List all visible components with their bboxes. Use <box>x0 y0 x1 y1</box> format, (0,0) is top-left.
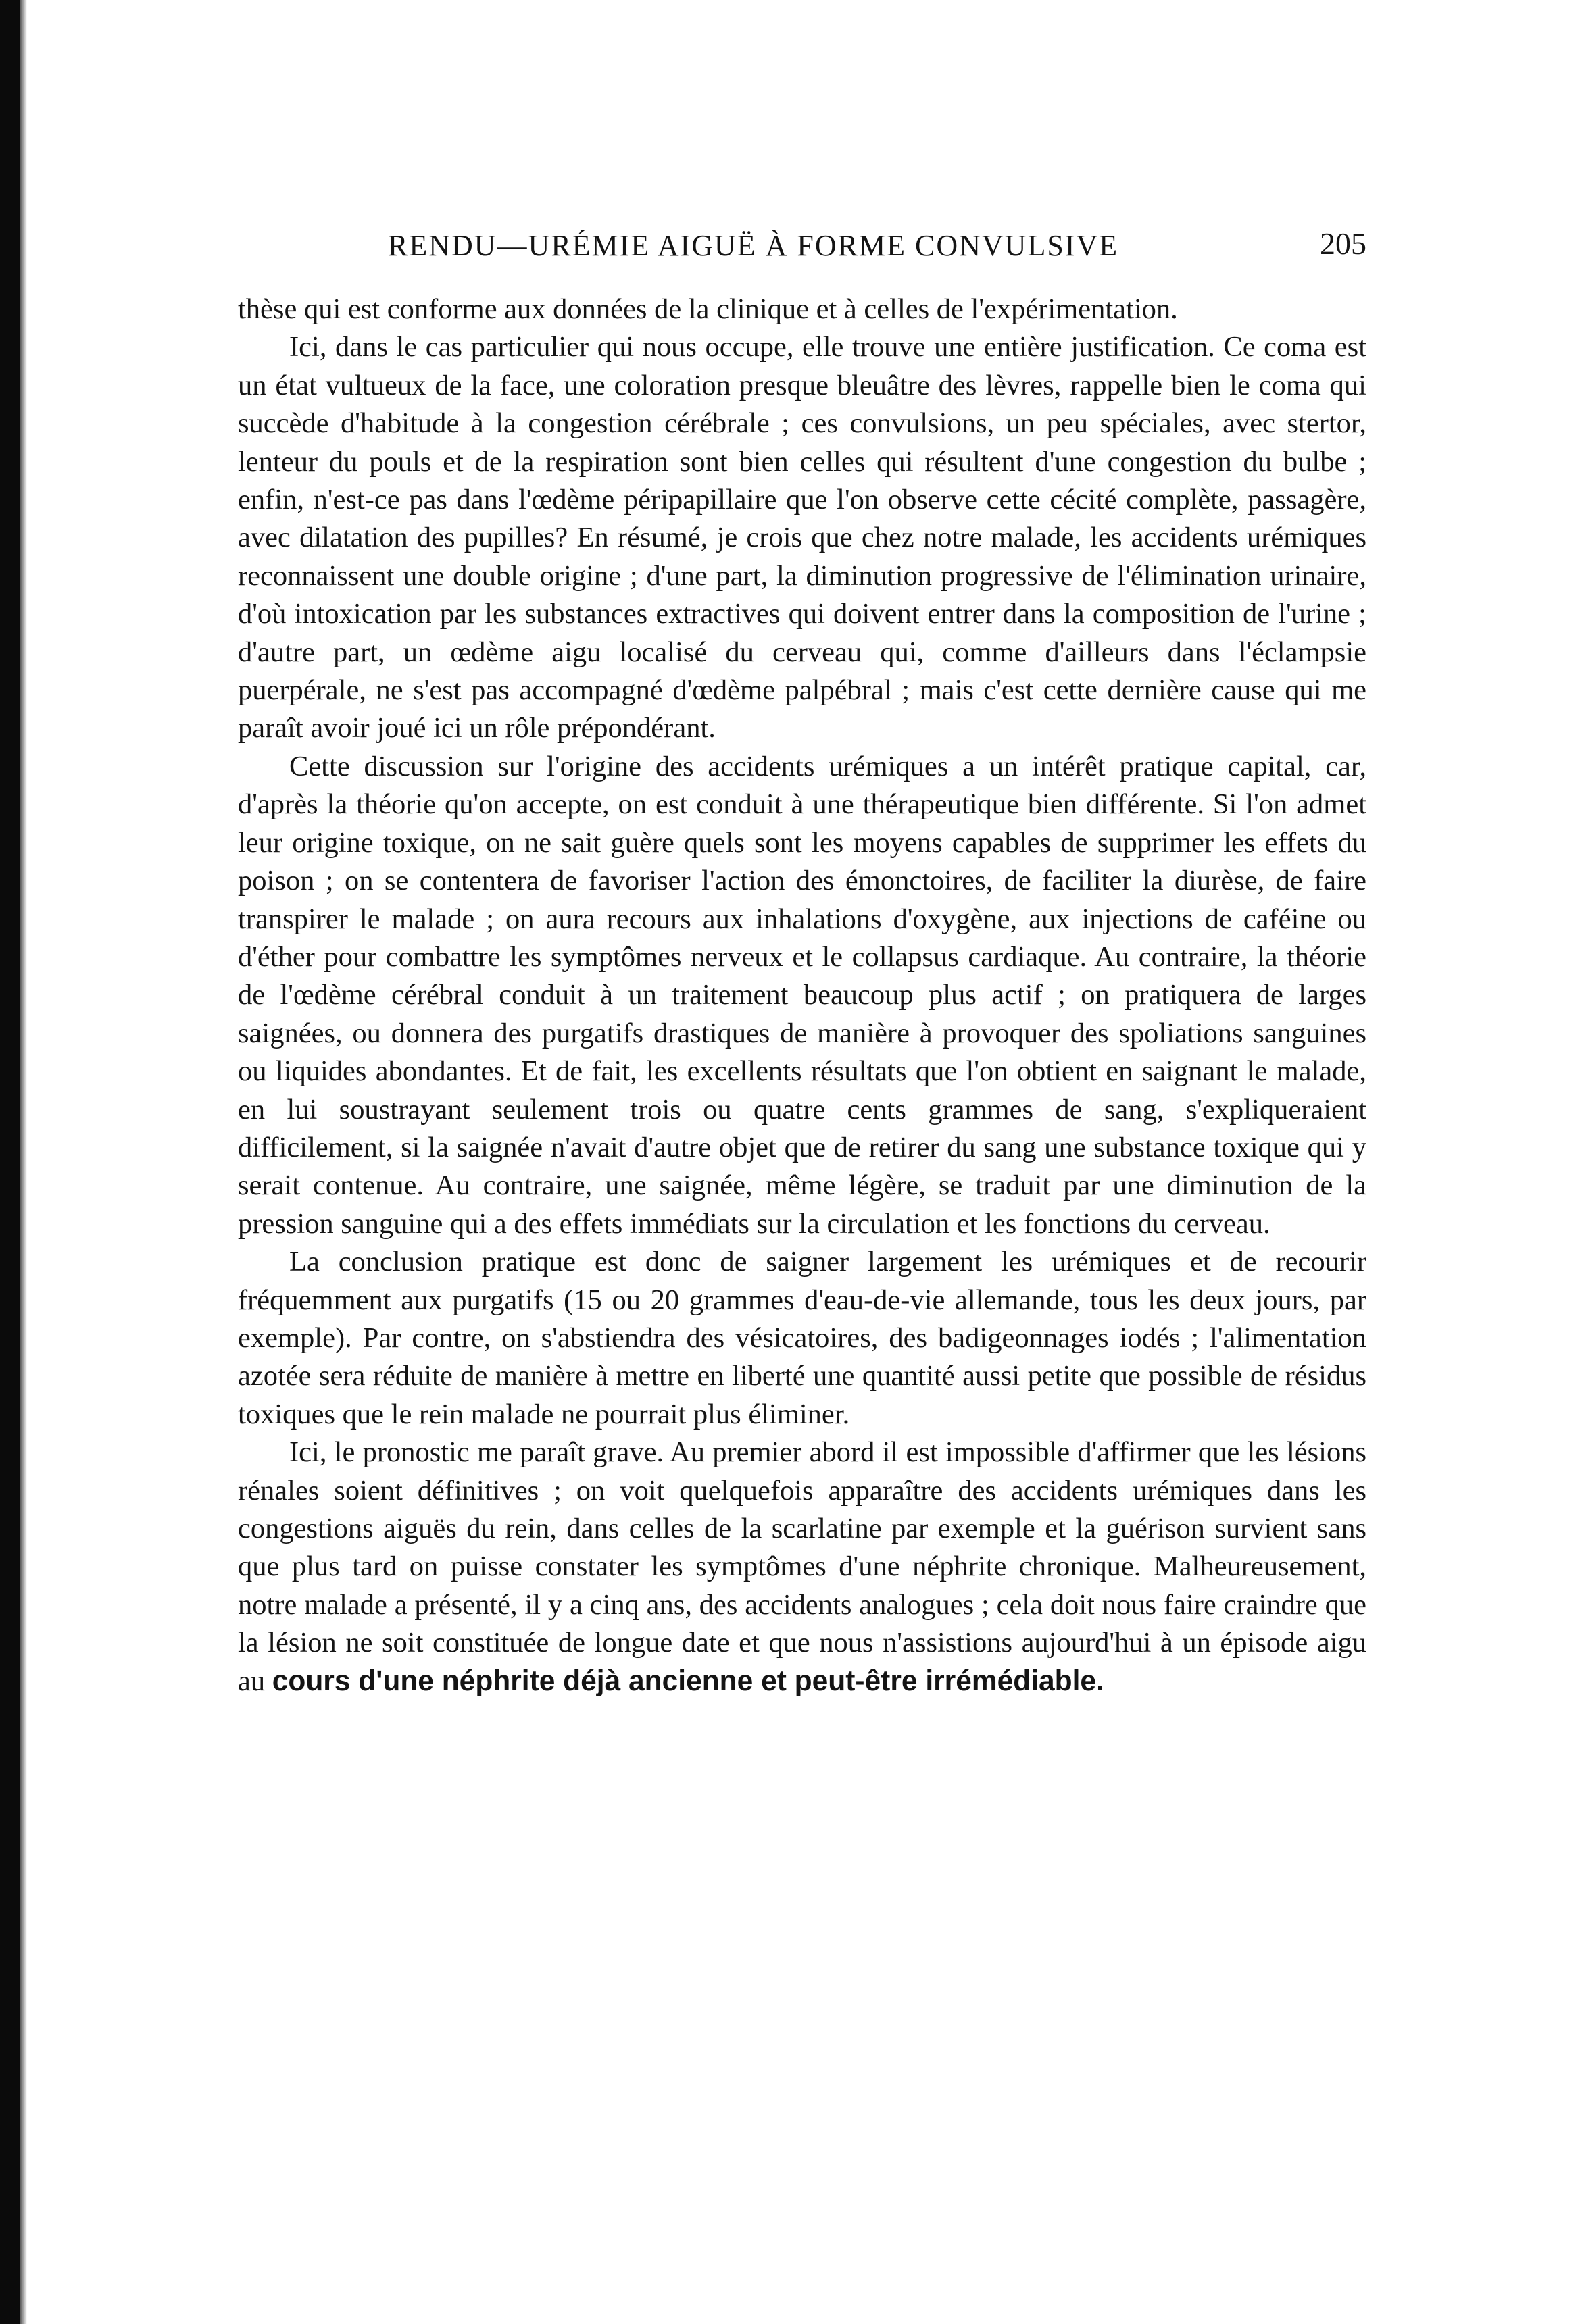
paragraph-continuation: thèse qui est conforme aux données de la clinique et à celles de l'expérimentation. <box>238 293 1178 325</box>
paragraph-prognosis <box>238 1434 1366 1700</box>
running-title: RENDU—URÉMIE AIGUË À FORME CONVULSIVE <box>388 229 1119 262</box>
book-page <box>238 223 1366 1700</box>
page-binding-edge <box>0 0 20 2324</box>
body-text <box>238 290 1366 1700</box>
paragraph-justification: Ici, dans le cas particulier qui nous occupe, elle trouve une entière justification. Ce coma est un état vultueux de la face, une coloration presque bleuâtre des lèvres, rappelle bien le coma qui succède d'habitude à la congestion cérébrale ; ces convulsions, un peu spéciales, avec stertor, lenteur du pouls et de la respiration sont bien celles qui résultent d'une congestion du bulbe ; enfin, n'est-ce pas dans l'œdème péripapillaire que l'on observe cette cécité complète, passagère, avec dilatation des pupilles? En résumé, je crois que chez notre malade, les accidents urémiques reconnaissent une double origine ; d'une part, la diminution progressive de l'élimination urinaire, d'où intoxication par les substances extractives qui doivent entrer dans la composition de l'urine ; d'autre part, un œdème aigu localisé du cerveau qui, comme d'ailleurs dans l'éclampsie puerpérale, ne s'est pas accompagné d'œdème palpébral ; mais c'est cette dernière cause qui me paraît avoir joué ici un rôle prépondérant. <box>238 331 1366 744</box>
running-head <box>238 223 1366 277</box>
page-number: 205 <box>1320 226 1366 261</box>
paragraph-discussion: Cette discussion sur l'origine des accidents urémiques a un intérêt pratique capital, car, d'après la théorie qu'on accepte, on est conduit à une thérapeutique bien différente. Si l'on admet leur origine toxique, on ne sait guère quels sont les moyens capables de supprimer les effets du poison ; on se contentera de favoriser l'action des émonctoires, de faciliter la diurèse, de faire transpirer le malade ; on aura recours aux inhalations d'oxygène, aux injections de caféine ou d'éther pour combattre les symptômes nerveux et le collapsus cardiaque. Au contraire, la théorie de l'œdème cérébral conduit à un traitement beaucoup plus actif ; on pratiquera de larges saignées, ou donnera des purgatifs drastiques de manière à provoquer des spoliations sanguines ou liquides abondantes. Et de fait, les excellents résultats que l'on obtient en saignant le malade, en lui soustrayant seulement trois ou quatre cents grammes de sang, s'expliqueraient difficilement, si la saignée n'avait d'autre objet que de retirer du sang une substance toxique qui y serait contenue. Au contraire, une saignée, même légère, se traduit par une diminution de la pression sanguine qui a des effets immédiats sur la circulation et les fonctions du cerveau. <box>238 750 1366 1240</box>
paragraph-prognosis-bold-line: cours d'une néphrite déjà ancienne et peut-être irrémédiable. <box>272 1665 1104 1697</box>
paragraph-prognosis-text: Ici, le pronostic me paraît grave. Au premier abord il est impossible d'affirmer que les lésions rénales soient définitives ; on voit quelquefois apparaître des accidents urémiques dans les congestions aiguës du rein, dans celles de la scarlatine par exemple et la guérison survient sans que plus tard on puisse constater les symptômes d'une néphrite chronique. Malheureusement, notre malade a présenté, il y a cinq ans, des accidents analogues ; cela doit nous faire craindre que la lésion ne soit constituée de longue date et que nous n'assistions aujourd'hui à un épisode aigu au <box>238 1436 1366 1697</box>
page-binding-shadow <box>20 0 27 2324</box>
paragraph-conclusion: La conclusion pratique est donc de saigner largement les urémiques et de recourir fréquemment aux purgatifs (15 ou 20 grammes d'eau-de-vie allemande, tous les deux jours, par exemple). Par contre, on s'abstiendra des vésicatoires, des badigeonnages iodés ; l'alimentation azotée sera réduite de manière à mettre en liberté une quantité aussi petite que possible de résidus toxiques que le rein malade ne pourrait plus éliminer. <box>238 1246 1366 1430</box>
